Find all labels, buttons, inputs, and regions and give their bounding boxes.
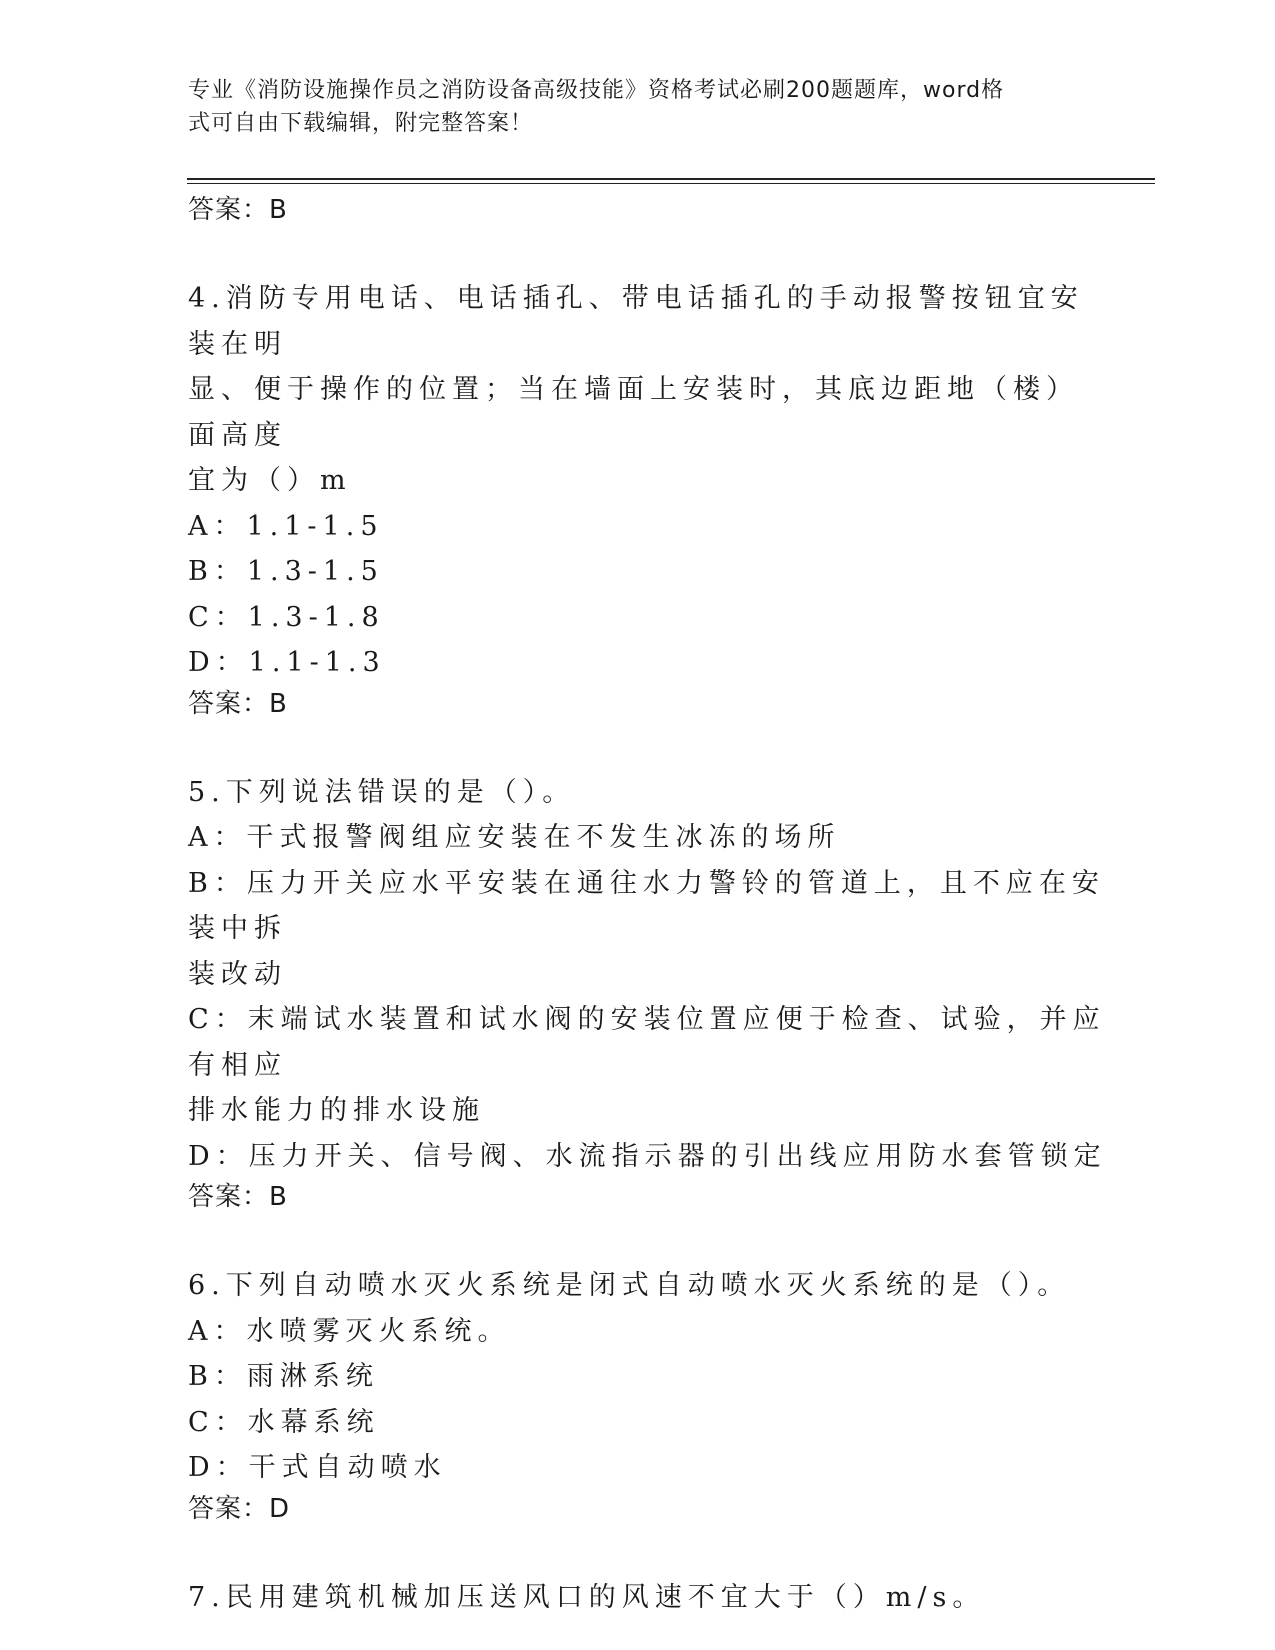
- spacer: [188, 1531, 1108, 1575]
- option-a: A：干式报警阀组应安装在不发生冰冻的场所: [188, 822, 841, 853]
- question-text-line: 宜为（）m: [188, 465, 352, 496]
- document-header: [188, 74, 1068, 140]
- question-text-line: 4.消防专用电话、电话插孔、带电话插孔的手动报警按钮宜安装在明: [188, 283, 1084, 360]
- header-rule-thin: [187, 183, 1155, 184]
- option-d: D：干式自动喷水: [188, 1452, 447, 1483]
- option-b: B：压力开关应水平安装在通往水力警铃的管道上，且不应在安装中拆: [188, 867, 1105, 944]
- question-list: [188, 192, 1108, 1620]
- option-b: B：雨淋系统: [188, 1361, 379, 1392]
- option-c: C：水幕系统: [188, 1406, 380, 1438]
- previous-answer: 答案：B: [188, 195, 288, 225]
- option-d: D：压力开关、信号阀、水流指示器的引出线应用防水套管锁定: [188, 1140, 1107, 1172]
- header-line-1: 专业《消防设施操作员之消防设备高级技能》资格考试必刷200题题库，word格: [188, 78, 1005, 103]
- question-text-line: 7.民用建筑机械加压送风口的风速不宜大于（）m/s。: [188, 1581, 986, 1613]
- spacer: [188, 232, 1108, 276]
- option-a: A：水喷雾灭火系统。: [188, 1315, 511, 1347]
- question-4: [188, 276, 1108, 726]
- option-d: D：1.1-1.3: [188, 647, 386, 678]
- header-rule-thick: [187, 178, 1155, 180]
- option-c: C：末端试水装置和试水阀的安装位置应便于检查、试验，并应有相应: [188, 1004, 1106, 1081]
- question-text-line: 5.下列说法错误的是（）。: [188, 776, 576, 808]
- question-7: [188, 1575, 1108, 1621]
- spacer: [188, 726, 1108, 770]
- option-b-continued: 装改动: [188, 958, 287, 990]
- answer: 答案：B: [188, 1182, 288, 1212]
- answer: 答案：B: [188, 688, 288, 719]
- answer: 答案：D: [188, 1493, 291, 1524]
- option-a: A：1.1-1.5: [188, 510, 384, 542]
- option-c-continued: 排水能力的排水设施: [188, 1095, 485, 1126]
- question-text-line: 显、便于操作的位置；当在墙面上安装时，其底边距地（楼）面高度: [188, 374, 1079, 451]
- question-6: [188, 1263, 1108, 1531]
- option-c: C：1.3-1.8: [188, 601, 385, 633]
- header-line-2: 式可自由下载编辑，附完整答案！: [188, 111, 534, 136]
- spacer: [188, 1219, 1108, 1263]
- option-b: B：1.3-1.5: [188, 556, 384, 587]
- question-5: [188, 770, 1108, 1220]
- question-text-line: 6.下列自动喷水灭火系统是闭式自动喷水灭火系统的是（）。: [188, 1270, 1071, 1301]
